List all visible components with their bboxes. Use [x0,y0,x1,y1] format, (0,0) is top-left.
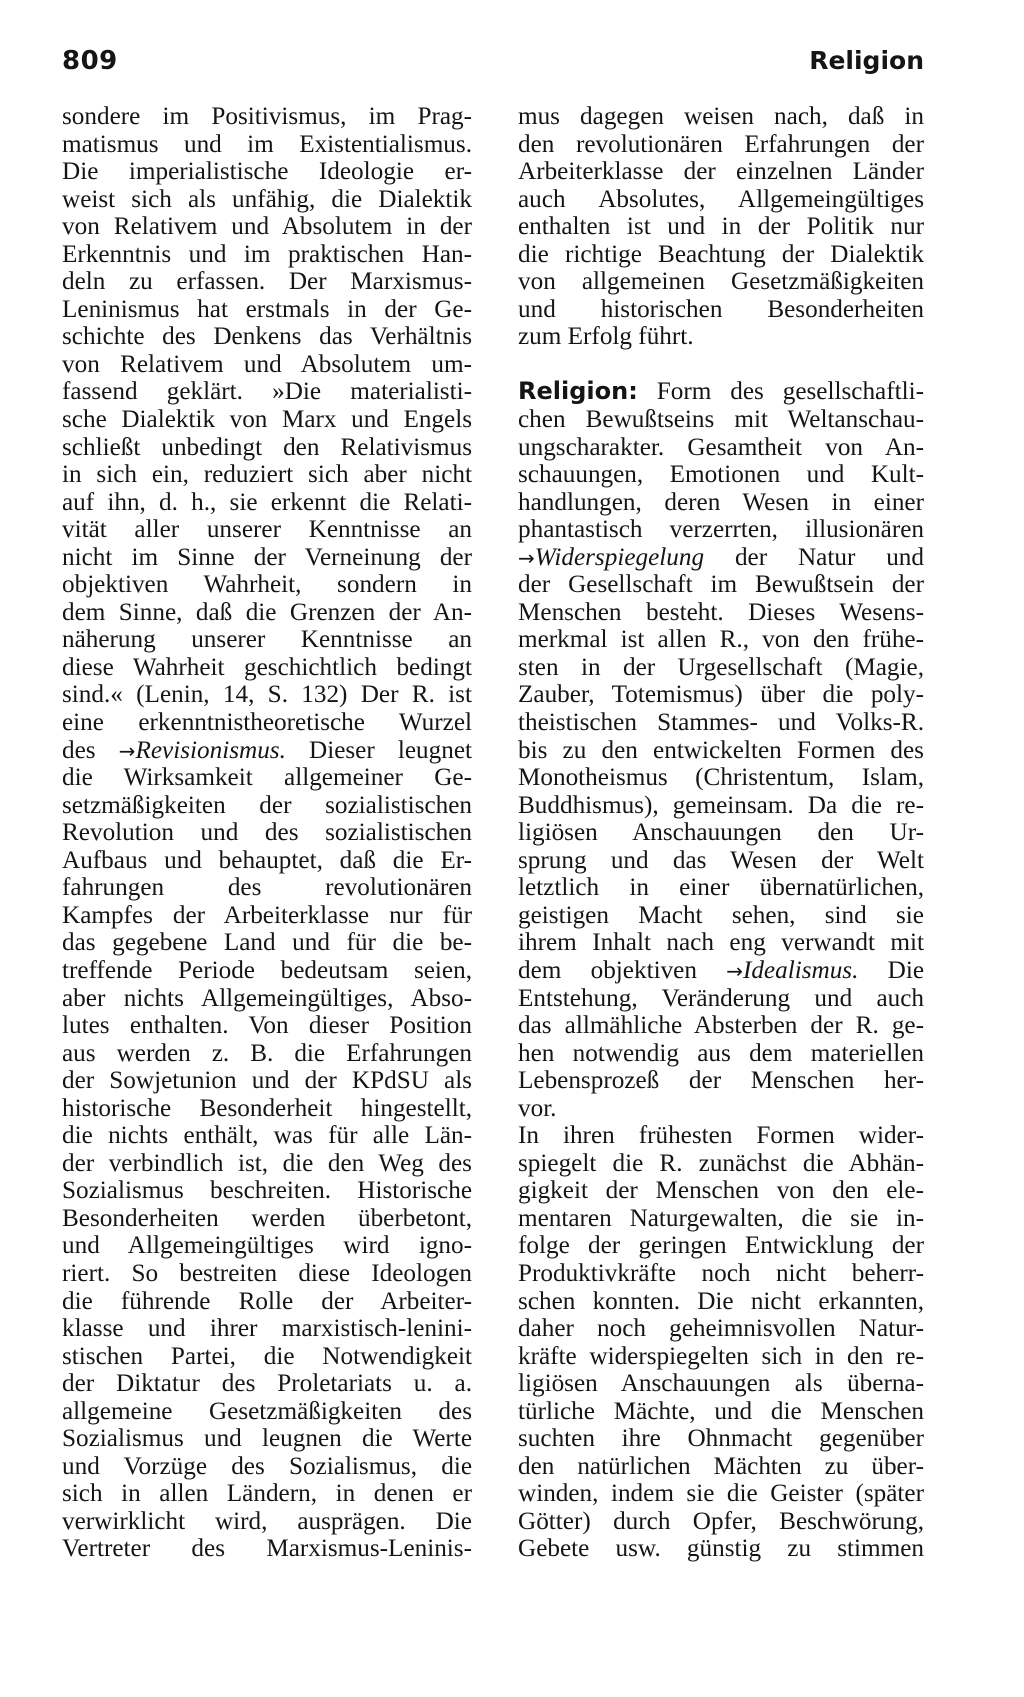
text-line: Gebete usw. günstig zu stimmen [518,1535,924,1563]
text-line: und historischen Besonderheiten [518,295,924,323]
text-line: das allmähliche Absterben der R. ge- [518,1012,924,1040]
text-line: das gegebene Land und für die be- [62,929,472,957]
page-number: 809 [62,46,118,76]
text-line: eine erkenntnistheoretische Wurzel [62,709,472,737]
text-line: kräfte widerspiegelten sich in den re- [518,1342,924,1370]
text-line: Götter) durch Opfer, Beschwörung, [518,1507,924,1535]
previous-entry-continuation [518,103,924,351]
text-line: winden, indem sie die Geister (später [518,1480,924,1508]
text-line: von Relativem und Absolutem um- [62,350,472,378]
text-line: Die imperialistische Ideologie er- [62,158,472,186]
text-line: matismus und im Existentialismus. [62,130,472,158]
text-line: mentaren Naturgewalten, die sie in- [518,1204,924,1232]
text-line: von Relativem und Absolutem in der [62,213,472,241]
entry-headword: Religion: [518,377,638,406]
text-line: fassend geklärt. »Die materialisti- [62,378,472,406]
text-line: Besonderheiten werden überbetont, [62,1204,472,1232]
text-line: sten in der Urgesellschaft (Magie, [518,653,924,681]
text-line: sondere im Positivismus, im Prag- [62,103,472,130]
text-line: Produktivkräfte noch nicht beherr- [518,1259,924,1287]
text-line: der verbindlich ist, die den Weg des [62,1149,472,1177]
text-line: verwirklicht wird, ausprägen. Die [62,1507,472,1535]
text-line: der Diktatur des Proletariats u. a. [62,1370,472,1398]
text-line: die richtige Beachtung der Dialektik [518,240,924,268]
text-line: sprung und das Wesen der Welt [518,846,924,874]
text-line: die führende Rolle der Arbeiter- [62,1287,472,1315]
text-line: In ihren frühesten Formen wider- [518,1122,924,1150]
line-text: der Natur und [704,543,924,571]
text-line: die Wirksamkeit allgemeiner Ge- [62,764,472,792]
text-line: deln zu erfassen. Der Marxismus- [62,268,472,296]
cross-reference-arrow-icon: → [518,545,535,570]
text-line: Entstehung, Veränderung und auch [518,984,924,1012]
text-line: von allgemeinen Gesetzmäßigkeiten [518,268,924,296]
text-line: ligiösen Anschauungen als überna- [518,1370,924,1398]
text-line: stischen Partei, die Notwendigkeit [62,1342,472,1370]
text-line: der Gesellschaft im Bewußtsein der [518,571,924,599]
text-line: Aufbaus und behauptet, daß die Er- [62,846,472,874]
text-line: in sich ein, reduziert sich aber nicht [62,461,472,489]
right-column [518,103,924,1563]
text-line: phantastisch verzerrten, illusionären [518,516,924,544]
text-line: auch Absolutes, Allgemeingültiges [518,185,924,213]
text-line: fahrungen des revolutionären [62,874,472,902]
cross-reference-term: Revisionismus. [135,736,286,764]
text-line: Vertreter des Marxismus-Leninis- [62,1535,472,1563]
text-line: Monotheismus (Christentum, Islam, [518,764,924,792]
text-line: dem Sinne, daß die Grenzen der An- [62,598,472,626]
text-line: und Vorzüge des Sozialismus, die [62,1452,472,1480]
text-line: Lebensprozeß der Menschen her- [518,1067,924,1095]
text-line: objektiven Wahrheit, sondern in [62,571,472,599]
cross-reference-arrow-icon: → [726,958,743,983]
text-line: Menschen besteht. Dieses Wesens- [518,598,924,626]
text-line: schauungen, Emotionen und Kult- [518,461,924,489]
text-line: Erkenntnis und im praktischen Han- [62,240,472,268]
text-line: enthalten ist und in der Politik nur [518,213,924,241]
line-text: Die [858,956,925,984]
text-line: historische Besonderheit hingestellt, [62,1094,472,1122]
text-line: und Allgemeingültiges wird igno- [62,1232,472,1260]
text-line: näherung unserer Kenntnisse an [62,626,472,654]
dictionary-entry-religion [518,378,924,1563]
text-line: theistischen Stammes- und Volks-R. [518,709,924,737]
text-line: merkmal ist allen R., von den frühe- [518,626,924,654]
text-line: lutes enthalten. Von dieser Position [62,1012,472,1040]
line-text: des [62,736,119,764]
text-line: Revolution und des sozialistischen [62,819,472,847]
paragraph-gap [518,351,924,379]
text-line [518,544,924,572]
text-line: vität aller unserer Kenntnisse an [62,516,472,544]
text-line: bis zu den entwickelten Formen des [518,736,924,764]
text-line: ligiösen Anschauungen den Ur- [518,819,924,847]
text-line: treffende Periode bedeutsam seien, [62,956,472,984]
left-column [62,103,472,1563]
text-line: den natürlichen Mächten zu über- [518,1452,924,1480]
text-line: gigkeit der Menschen von den ele- [518,1177,924,1205]
text-line: setzmäßigkeiten der sozialistischen [62,791,472,819]
cross-reference-term: Idealismus. [742,956,859,984]
text-line: zum Erfolg führt. [518,323,694,351]
text-line: den revolutionären Erfahrungen der [518,130,924,158]
text-line: schichte des Denkens das Verhältnis [62,323,472,351]
text-line: Sozialismus und leugnen die Werte [62,1425,472,1453]
text-line: der Sowjetunion und der KPdSU als [62,1067,472,1095]
text-line: folge der geringen Entwicklung der [518,1232,924,1260]
line-text: dem objektiven [518,956,727,984]
text-line: die nichts enthält, was für alle Län- [62,1122,472,1150]
text-line: auf ihn, d. h., sie erkennt die Relati- [62,488,472,516]
text-line: weist sich als unfähig, die Dialektik [62,185,472,213]
text-line: Sozialismus beschreiten. Historische [62,1177,472,1205]
text-line: handlungen, deren Wesen in einer [518,488,924,516]
text-line: Zauber, Totemismus) über die poly- [518,681,924,709]
text-line: mus dagegen weisen nach, daß in [518,103,924,130]
text-line: aber nichts Allgemeingültiges, Abso- [62,984,472,1012]
text-line: letztlich in einer übernatürlichen, [518,874,924,902]
text-line: Leninismus hat erstmals in der Ge- [62,295,472,323]
text-line: spiegelt die R. zunächst die Abhän- [518,1149,924,1177]
text-line: suchten ihre Ohnmacht gegenüber [518,1425,924,1453]
text-line: chen Bewußtseins mit Weltanschau- [518,406,924,434]
entry-first-line [518,378,924,406]
text-line [62,737,472,765]
text-line: Arbeiterklasse der einzelnen Länder [518,158,924,186]
line-text: Dieser leugnet [285,736,473,764]
text-line: ungscharakter. Gesamtheit von An- [518,433,924,461]
running-head: Religion [809,46,924,75]
text-line: sche Dialektik von Marx und Engels [62,406,472,434]
text-line: diese Wahrheit geschichtlich bedingt [62,653,472,681]
text-line: vor. [518,1094,557,1122]
text-line: Buddhismus), gemeinsam. Da die re- [518,791,924,819]
text-line [518,957,924,985]
text-line: türliche Mächte, und die Menschen [518,1397,924,1425]
text-line: daher noch geheimnisvollen Natur- [518,1315,924,1343]
cross-reference-arrow-icon: → [118,738,136,763]
text-line: klasse und ihrer marxistisch-lenini- [62,1315,472,1343]
text-line: schließt unbedingt den Relativismus [62,433,472,461]
cross-reference-term: Widerspiegelung [534,543,705,571]
text-line: geistigen Macht sehen, sind sie [518,901,924,929]
text-line: riert. So bestreiten diese Ideologen [62,1259,472,1287]
text-line: hen notwendig aus dem materiellen [518,1039,924,1067]
text-line: sich in allen Ländern, in denen er [62,1480,472,1508]
text-line: nicht im Sinne der Verneinung der [62,543,472,571]
text-line: allgemeine Gesetzmäßigkeiten des [62,1397,472,1425]
text-line: sind.« (Lenin, 14, S. 132) Der R. ist [62,681,472,709]
text-line: ihrem Inhalt nach eng verwandt mit [518,929,924,957]
entry-first-line-text: Form des gesellschaftli- [637,378,924,406]
text-line: schen konnten. Die nicht erkannten, [518,1287,924,1315]
text-line: Kampfes der Arbeiterklasse nur für [62,901,472,929]
text-line: aus werden z. B. die Erfahrungen [62,1039,472,1067]
